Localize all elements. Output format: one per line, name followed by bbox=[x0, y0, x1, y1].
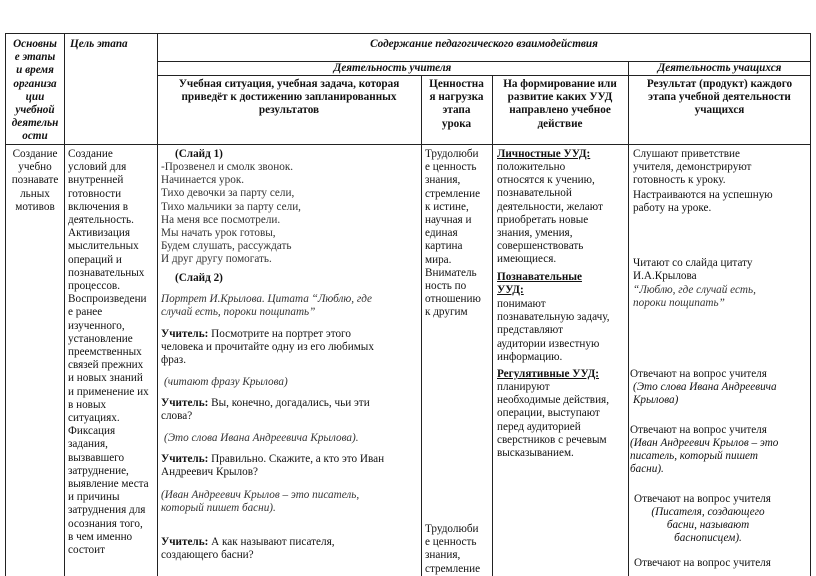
result-4: Отвечают на вопрос учителя bbox=[630, 368, 767, 380]
result-5: Отвечают на вопрос учителя bbox=[630, 424, 767, 436]
slide-1-label: (Слайд 1) bbox=[175, 148, 223, 160]
header-result: Результат (продукт) каждого этапа учебной деятельности учащихся bbox=[646, 78, 793, 117]
goal-cell: Создание условий для внутренней готовности включения в деятельность. Активизация мыслительных операций и познавательных процессов. Воспроизведени е ранее изученного, установление преемственных связей прежних и новых знаний и применение их в новых ситуациях. Фиксация задания, вызвавшего затруднение, выявление места и причины затруднения для осознания того, в чем именно состоит bbox=[68, 148, 149, 557]
table-rule bbox=[421, 75, 422, 576]
header-content: Содержание педагогического взаимодействия bbox=[370, 38, 598, 50]
uud-cognitive-title: Познавательные УУД: bbox=[497, 271, 582, 297]
header-learning-situation: Учебная ситуация, учебная задача, которая приведёт к достижению запланированных результатов bbox=[178, 78, 400, 117]
result-1: Слушают приветствие учителя, демонстрируют готовность к уроку. bbox=[633, 148, 752, 187]
uud-cognitive: понимают познавательную задачу, представляют аудитории известную информацию. bbox=[497, 298, 610, 363]
result-4-answer: (Это слова Ивана Андреевича Крылова) bbox=[633, 381, 777, 407]
uud-personal: положительно относятся к учению, познавательной деятельности, желают приобретать новые знания, умения, совершенствовать имеющиеся. bbox=[497, 161, 603, 266]
value-load-2: Трудолюби е ценность знания, стремление bbox=[425, 523, 481, 575]
table-rule bbox=[5, 144, 811, 145]
result-6: Отвечают на вопрос учителя bbox=[634, 493, 771, 505]
teacher-line-4: Учитель: А как называют писателя, bbox=[161, 536, 335, 548]
result-3: Читают со слайда цитату И.А.Крылова bbox=[633, 257, 753, 283]
greeting-poem: -Прозвенел и смолк звонок. Начинается урок. Тихо девочки за парту сели, Тихо мальчики за парту сели, На меня все посмотрели. Мы начать урок готовы, Будем слушать, рассуждать И друг другу помогать. bbox=[161, 161, 301, 266]
teacher-line-4-cont: создающего басни? bbox=[161, 549, 254, 561]
teacher-line-2-cont: слова? bbox=[161, 410, 193, 422]
result-3-quote: “Люблю, где случай есть, пороки пощипать” bbox=[633, 284, 756, 310]
answer-2: (Иван Андреевич Крылов – это писатель, который пишет басни). bbox=[161, 489, 360, 515]
table-border-top bbox=[5, 33, 811, 34]
result-6-answer: (Писателя, создающего басни, называют баснописцем). bbox=[651, 506, 765, 545]
uud-personal-title: Личностные УУД: bbox=[497, 148, 591, 160]
table-rule bbox=[492, 75, 493, 576]
stage-cell: Создание учебно познавате льных мотивов bbox=[11, 148, 59, 213]
header-teacher-activity: Деятельность учителя bbox=[333, 62, 452, 74]
answer-1: (Это слова Ивана Андреевича Крылова). bbox=[164, 432, 359, 444]
header-uud: На формирование или развитие каких УУД направлено учебное действие bbox=[503, 78, 617, 130]
result-2: Настраиваются на успешную работу на уроке. bbox=[633, 189, 773, 215]
table-rule bbox=[628, 61, 629, 576]
header-goal: Цель этапа bbox=[70, 38, 128, 50]
result-7: Отвечают на вопрос учителя bbox=[634, 557, 771, 569]
header-value-load: Ценностна я нагрузка этапа урока bbox=[429, 78, 484, 130]
uud-regulative: планируют необходимые действия, операции, выступают перед аудиторией сверстников с речевым высказыванием. bbox=[497, 381, 609, 460]
result-5-answer: (Иван Андреевич Крылов – это писатель, который пишет басни). bbox=[630, 437, 779, 476]
teacher-line-1: Учитель: Посмотрите на портрет этого bbox=[161, 328, 351, 340]
header-stages: Основны е этапы и время организа ции учебной деятельн ости bbox=[11, 38, 59, 143]
teacher-line-2: Учитель: Вы, конечно, догадались, чьи эти bbox=[161, 397, 370, 409]
value-load-1: Трудолюби е ценность знания, стремление к истине, научная и единая картина мира. Вниматель ность по отношению к другим bbox=[425, 148, 481, 319]
portrait-quote: Портрет И.Крылова. Цитата “Люблю, где случай есть, пороки пощипать” bbox=[161, 293, 372, 319]
header-student-activity: Деятельность учащихся bbox=[657, 62, 782, 74]
teacher-line-3: Учитель: Правильно. Скажите, а кто это Иван bbox=[161, 453, 385, 465]
uud-regulative-title: Регулятивные УУД: bbox=[497, 368, 600, 380]
read-phrase-note: (читают фразу Крылова) bbox=[164, 376, 288, 388]
slide-2-label: (Слайд 2) bbox=[175, 272, 223, 284]
teacher-line-1-cont: человека и прочитайте одну из его любимых фраз. bbox=[161, 341, 374, 367]
teacher-line-3-cont: Андреевич Крылов? bbox=[161, 466, 258, 478]
